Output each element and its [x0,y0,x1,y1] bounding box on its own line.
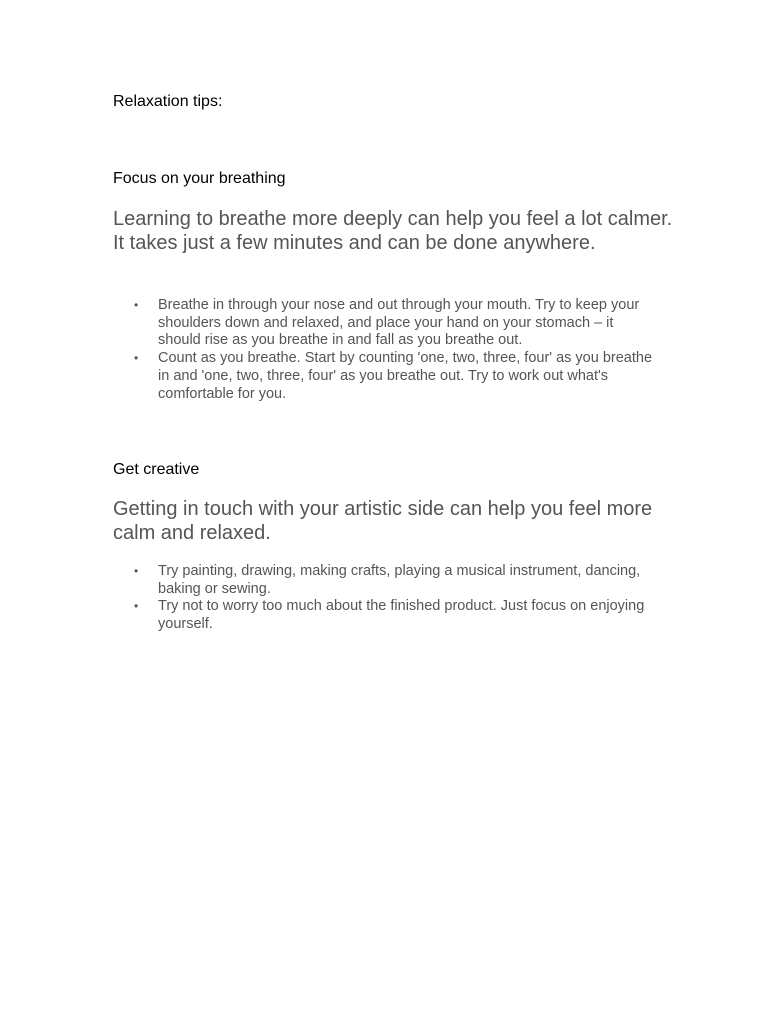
list-item [113,350,658,403]
list-item-text: Try painting, drawing, making crafts, playing a musical instrument, dancing, baking or sewing. [158,563,641,597]
section-heading-breathing: Focus on your breathing [113,170,286,187]
list-item [113,563,658,598]
list-item-text: Count as you breathe. Start by counting 'one, two, three, four' as you breathe in and 'one, two, three, four' as you breathe out. Try to work out what's comfortable for you. [158,350,653,402]
bullet-icon: • [134,564,139,578]
page-title: Relaxation tips: [113,93,223,110]
list-item-text: Try not to worry too much about the finished product. Just focus on enjoying yourself. [158,598,645,633]
bullet-list-breathing [113,297,658,403]
section-heading-creative: Get creative [113,461,200,478]
list-item [113,598,658,633]
bullet-list-creative [113,563,658,634]
section-intro-breathing: Learning to breathe more deeply can help you feel a lot calmer. It takes just a few minutes and can be done anywhere. [113,208,673,254]
bullet-icon: • [134,298,139,312]
bullet-icon: • [134,351,139,366]
section-intro-creative: Getting in touch with your artistic side can help you feel more calm and relaxed. [113,498,653,544]
bullet-icon: • [134,599,139,614]
list-item-text: Breathe in through your nose and out through your mouth. Try to keep your shoulders down and relaxed, and place your hand on your stomach – it should rise as you breathe in and fall as you breathe out. [158,297,640,349]
list-item [113,297,658,350]
